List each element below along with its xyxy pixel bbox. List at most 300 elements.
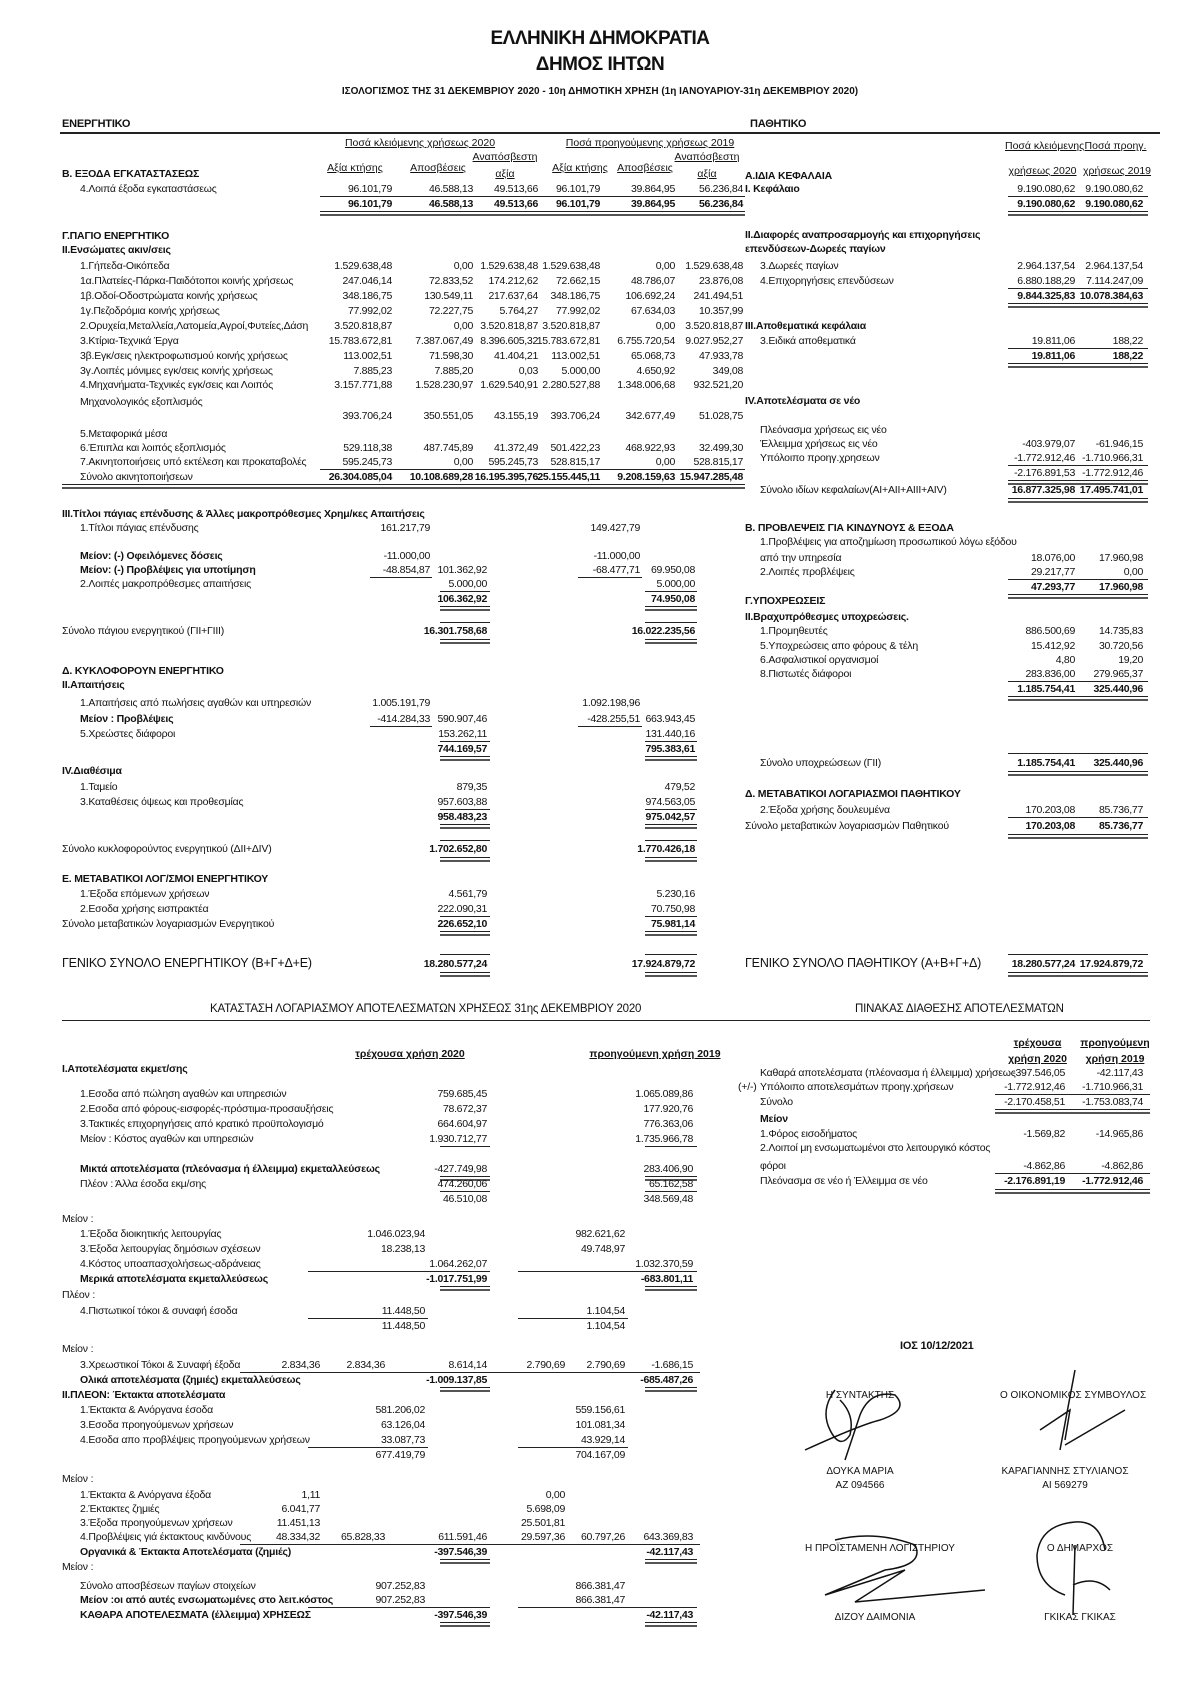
asset-value: 174.212,62 — [488, 275, 538, 287]
double-rule — [440, 606, 490, 611]
section-d-title: Δ. ΚΥΚΛΟΦΟΡΟΥΝ ΕΝΕΡΓΗΤΙΚΟ — [62, 665, 224, 677]
income-section-i-title: I.Αποτελέσματα εκμετ/σης — [62, 1063, 188, 1075]
liab-total: 325.440,96 — [1093, 757, 1143, 769]
asset-subtotal: 74.950,08 — [650, 593, 695, 605]
income-value: -685.487,26 — [640, 1374, 693, 1386]
asset-value: 0,00 — [655, 456, 675, 468]
asset-value: 49.513,66 — [493, 183, 538, 195]
income-value: 11.451,13 — [276, 1517, 320, 1529]
liab-row-label: 1.Προβλέψεις για αποζημίωση προσωπικού λόγω εξόδου — [760, 536, 1017, 548]
income-value: 581.206,02 — [375, 1404, 425, 1416]
liab-value: 0,00 — [1123, 566, 1143, 578]
income-value: -42.117,43 — [646, 1546, 693, 1558]
asset-value: 5.000,00 — [656, 578, 695, 590]
asset-value: 595.245,73 — [488, 456, 538, 468]
double-rule — [645, 1286, 697, 1291]
income-title: ΚΑΤΑΣΤΑΣΗ ΛΟΓΑΡΙΑΣΜΟΥ ΑΠΟΤΕΛΕΣΜΑΤΩΝ ΧΡΗΣΕΩΣ 31ης ΔΕΚΕΜΒΡΙΟΥ 2020 — [210, 1003, 642, 1015]
section-g-liabilities-title: Γ.ΥΠΟΧΡΕΩΣΕΙΣ — [745, 595, 826, 607]
dist-value: -1.772.912,46 — [1004, 1081, 1065, 1093]
section-g-title: Γ.ΠΑΓΙΟ ΕΝΕΡΓΗΤΙΚΟ — [62, 230, 170, 242]
income-row-label: 4.Πιστωτικοί τόκοι & συναφή έσοδα — [80, 1305, 238, 1317]
income-value: 2.790,69 — [586, 1359, 625, 1371]
asset-value: 342.677,49 — [625, 410, 675, 422]
income-value: 63.126,04 — [380, 1419, 425, 1431]
double-rule — [1008, 834, 1148, 839]
income-value: 8.614,14 — [448, 1359, 487, 1371]
liab-subtotal: 19.811,06 — [1031, 350, 1075, 362]
liab-total: 85.736,77 — [1098, 820, 1143, 832]
signature-accounting-role: Η ΠΡΟΪΣΤΑΜΕΝΗ ΛΟΓΙΣΤΗΡΙΟΥ — [805, 1543, 955, 1554]
asset-value: 0,03 — [518, 365, 538, 377]
liab-row-label: Υπόλοιπο προηγ.χρησεων — [760, 452, 880, 464]
asset-value: 0,00 — [453, 320, 473, 332]
asset-value: 3.520.818,87 — [685, 320, 743, 332]
rule — [518, 1607, 697, 1608]
dist-less-label: Μείον — [760, 1113, 788, 1125]
income-row-label: 1.Έκτακτα & Ανόργανα έξοδα — [80, 1489, 211, 1501]
rule — [645, 840, 697, 841]
section-b-provisions-title: Β. ΠΡΟΒΛΕΨΕΙΣ ΓΙΑ ΚΙΝΔΥΝΟΥΣ & ΕΞΟΔΑ — [745, 522, 954, 534]
col-depr-2019: Αποσβέσεις — [617, 162, 673, 174]
liab-col-2020-a: Ποσά κλειόμενης — [1005, 140, 1085, 152]
dist-col-2019-a: προηγούμενη — [1080, 1037, 1150, 1049]
signature-advisor-id: ΑΙ 569279 — [1042, 1480, 1088, 1491]
double-rule — [440, 639, 490, 644]
asset-value: 3.520.818,87 — [542, 320, 600, 332]
asset-value: 10.357,99 — [698, 305, 743, 317]
asset-value: 879,35 — [456, 781, 487, 793]
rule — [645, 916, 697, 917]
liab-value: 19,20 — [1118, 654, 1143, 666]
liab-total: 170.203,08 — [1025, 820, 1075, 832]
income-value: -397.546,39 — [434, 1546, 487, 1558]
asset-value: 1.348.006,68 — [617, 379, 675, 391]
liab-subtotal: 47.293,77 — [1030, 581, 1075, 593]
asset-total: 1.770.426,18 — [637, 843, 695, 855]
rule — [440, 591, 490, 592]
section-gii-shortterm-title: II.Βραχυπρόθεσμες υποχρεώσεις. — [745, 611, 909, 623]
income-value: 1.032.370,59 — [635, 1258, 693, 1270]
asset-value: 72.662,15 — [555, 275, 600, 287]
asset-value: 1.529.638,48 — [542, 260, 600, 272]
asset-row-label: 1.Γήπεδα-Οικόπεδα — [80, 260, 170, 272]
liab-total: 17.495.741,01 — [1079, 484, 1143, 496]
asset-total: 16.301.758,68 — [423, 625, 487, 637]
liab-row-label: 3.Δωρεές παγίων — [760, 260, 839, 272]
col-net-2019-b: αξία — [697, 168, 717, 180]
liab-value: 283.836,00 — [1025, 668, 1075, 680]
asset-value: 3.520.818,87 — [334, 320, 392, 332]
signature-mayor-role: Ο ΔΗΜΑΡΧΟΣ — [1046, 1543, 1114, 1554]
dist-value: -1.569,82 — [1023, 1128, 1065, 1140]
asset-value: 487.745,89 — [423, 442, 473, 454]
asset-value: 0,00 — [453, 260, 473, 272]
income-value: 1.046.023,94 — [367, 1228, 425, 1240]
liab-col-2019-b: χρήσεως 2019 — [1083, 165, 1152, 177]
rule — [995, 1094, 1150, 1095]
income-value: 33.087,73 — [380, 1434, 425, 1446]
income-value: 611.591,46 — [438, 1531, 487, 1543]
rule — [995, 1173, 1150, 1174]
section-a-equity-title: Α.ΙΔΙΑ ΚΕΦΑΛΑΙΑ — [745, 170, 832, 182]
section-d-transit-title: Δ. ΜΕΤΑΒΑΤΙΚΟΙ ΛΟΓΑΡΙΑΣΜΟΙ ΠΑΘΗΤΙΚΟΥ — [745, 788, 961, 800]
asset-row-label: 3.Καταθέσεις όψεως και προθεσμίας — [80, 796, 244, 808]
asset-value: -11.000,00 — [383, 550, 430, 562]
asset-row-label: 1.Ταμείο — [80, 781, 118, 793]
income-row-label: 2.Εσοδα από φόρους-εισφορές-πρόστιμα-προσαυξήσεις — [80, 1103, 334, 1115]
income-row-label: Μείον : Κόστος αγαθών και υπηρεσιών — [80, 1133, 254, 1145]
liab-value: -61.946,15 — [1095, 438, 1143, 450]
asset-value: 1.528.230,97 — [415, 379, 473, 391]
double-rule — [645, 1622, 697, 1627]
asset-total: 15.947.285,48 — [679, 471, 743, 483]
asset-value: 501.422,23 — [550, 442, 600, 454]
rule — [440, 840, 490, 841]
liab-value: 15.412,92 — [1030, 640, 1075, 652]
income-value: 643.369,83 — [643, 1531, 693, 1543]
income-col-2019: προηγούμενη χρήση 2019 — [589, 1048, 721, 1060]
asset-value: 5.000,00 — [561, 365, 600, 377]
asset-value: 43.155,19 — [493, 410, 538, 422]
rule — [518, 1447, 628, 1448]
asset-value: 7.885,23 — [353, 365, 392, 377]
income-value: 1.930.712,77 — [429, 1133, 487, 1145]
income-value: 2.790,69 — [526, 1359, 565, 1371]
asset-value: 5.764,27 — [499, 305, 538, 317]
dist-prefix: (+/-) — [738, 1081, 757, 1093]
rule — [740, 1020, 1150, 1021]
liab-row-label: I. Κεφάλαιο — [745, 183, 800, 195]
double-rule — [645, 972, 697, 977]
total-liabilities-label: Σύνολο υποχρεώσεων (ΓII) — [760, 757, 882, 769]
less-label: Μείον : — [62, 1561, 94, 1573]
signature-mayor-icon — [1025, 1510, 1135, 1620]
asset-value: 15.783.672,81 — [328, 335, 392, 347]
income-row-label: 2.Έκτακτες ζημιές — [80, 1503, 160, 1515]
income-value: 348.569,48 — [643, 1193, 693, 1205]
income-value: 907.252,83 — [375, 1594, 425, 1606]
double-rule — [320, 211, 745, 216]
double-rule — [995, 1109, 1150, 1114]
total-transit-liab-label: Σύνολο μεταβατικών λογαριασμών Παθητικού — [745, 820, 949, 832]
asset-value: 72.833,52 — [428, 275, 473, 287]
liab-subtotal: -2.176.891,53 — [1014, 467, 1075, 479]
liab-value: 2.964.137,54 — [1085, 260, 1143, 272]
asset-row-label: 2.Λοιπές μακροπρόθεσμες απαιτήσεις — [80, 578, 251, 590]
asset-total: 75.981,14 — [650, 918, 695, 930]
liab-value: 2.964.137,54 — [1017, 260, 1075, 272]
asset-value: 217.637,64 — [488, 290, 538, 302]
income-value: 11.448,50 — [381, 1305, 425, 1317]
rule — [645, 622, 697, 623]
asset-value: 4.650,92 — [636, 365, 675, 377]
asset-total: 16.022.235,56 — [631, 625, 695, 637]
asset-value: 39.864,95 — [630, 183, 675, 195]
assets-group-2019: Ποσά προηγούμενης χρήσεως 2019 — [565, 137, 735, 149]
rule — [440, 809, 490, 810]
asset-value: 67.634,03 — [630, 305, 675, 317]
income-value: 474.260,06 — [437, 1178, 487, 1190]
income-section-ii-title: II.ΠΛΕΟΝ: Έκτακτα αποτελέσματα — [62, 1389, 226, 1401]
asset-value: 5.230,16 — [656, 888, 695, 900]
liab-row-label: από την υπηρεσία — [760, 552, 842, 564]
asset-value: 56.236,84 — [698, 183, 743, 195]
income-value: 1.065.089,86 — [635, 1088, 693, 1100]
rule — [1008, 753, 1148, 754]
dist-col-2019-b: χρήση 2019 — [1085, 1053, 1145, 1065]
rule — [645, 809, 697, 810]
income-col-2020: τρέχουσα χρήση 2020 — [355, 1048, 465, 1060]
asset-value: 393.706,24 — [550, 410, 600, 422]
section-aiii-title: III.Αποθεματικά κεφάλαια — [745, 320, 866, 332]
asset-row-label: 3β.Εγκ/σεις ηλεκτροφωτισμού κοινής χρήσεως — [80, 350, 288, 362]
asset-row-label: 5.Χρεώστες διάφοροι — [80, 728, 176, 740]
section-aiv-title: IV.Αποτελέσματα σε νέο — [745, 395, 861, 407]
dist-row-label: Πλεόνασμα σε νέο ή Έλλειμμα σε νέο — [760, 1175, 928, 1187]
rule — [440, 622, 490, 623]
asset-value: 348.186,75 — [342, 290, 392, 302]
total-fixed-label: Σύνολο ακινητοποιήσεων — [80, 471, 193, 483]
income-row-label: 3.Χρεωστικοί Τόκοι & Συναφή έξοδα — [80, 1359, 241, 1371]
other-income-label: Πλέον : Άλλα έσοδα εκμ/σης — [80, 1178, 207, 1190]
col-net-2019-a: Αναπόσβεστη — [674, 151, 740, 163]
income-value: 49.748,97 — [580, 1243, 625, 1255]
asset-value: 47.933,78 — [698, 350, 743, 362]
asset-value: 77.992,02 — [347, 305, 392, 317]
grand-total-liab-label: ΓΕΝΙΚΟ ΣΥΝΟΛΟ ΠΑΘΗΤΙΚΟΥ (Α+Β+Γ+Δ) — [745, 956, 982, 970]
signature-author-id: ΑΖ 094566 — [835, 1480, 885, 1491]
total-fixed-assets-label: Σύνολο πάγιου ενεργητικού (ΓΙΙ+ΓΙΙΙ) — [62, 625, 225, 637]
rule — [240, 1544, 700, 1545]
asset-row-label: 5.Μεταφορικά μέσα — [80, 428, 168, 440]
double-rule — [995, 1189, 1150, 1194]
liab-value: 6.880.188,29 — [1017, 275, 1075, 287]
dist-value: -42.117,43 — [1096, 1067, 1143, 1079]
asset-row-label: 7.Ακινητοποιήσεις υπό εκτέλεση και προκαταβολές — [80, 456, 307, 468]
rule — [1008, 681, 1148, 682]
section-b-title: Β. ΕΞΟΔΑ ΕΓΚΑΤΑΣΤΑΣΕΩΣ — [62, 168, 200, 180]
double-rule — [1008, 303, 1148, 308]
section-div-title: IV.Διαθέσιμα — [62, 765, 122, 777]
grand-total-assets-2019: 17.924.879,72 — [631, 958, 695, 970]
dist-row-label: φόροι — [760, 1160, 786, 1172]
signature-author-role: Η ΣΥΝΤΑΚΤΗΣ — [825, 1390, 895, 1401]
income-value: 1,11 — [301, 1489, 320, 1501]
asset-total: 25.155.445,11 — [537, 471, 600, 483]
income-row-label: 1.Έκτακτα & Ανόργανα έσοδα — [80, 1404, 214, 1416]
income-value: -683.801,11 — [640, 1273, 693, 1285]
liab-total: 1.185.754,41 — [1017, 757, 1075, 769]
liab-row-label: Πλεόνασμα χρήσεως εις νέο — [760, 424, 887, 436]
asset-value: 528.815,17 — [693, 456, 743, 468]
asset-value: 65.068,73 — [630, 350, 675, 362]
rule — [645, 954, 697, 955]
liab-subtotal: 17.960,98 — [1098, 581, 1143, 593]
double-rule — [440, 1622, 490, 1627]
col-net-2020-b: αξία — [495, 168, 515, 180]
asset-row-label: 1γ.Πεζοδρόμια κοινής χρήσεως — [80, 305, 220, 317]
asset-value: 41.404,21 — [493, 350, 538, 362]
income-value: 982.621,62 — [575, 1228, 625, 1240]
asset-value: 1.529.638,48 — [334, 260, 392, 272]
asset-row-label: 3.Κτίρια-Τεχνικά Έργα — [80, 335, 179, 347]
less-label: Μείον : — [62, 1343, 94, 1355]
rule — [578, 726, 642, 727]
income-value: 29.597,36 — [520, 1531, 565, 1543]
asset-subtotal: 96.101,79 — [347, 198, 392, 210]
net-result-label: ΚΑΘΑΡΑ ΑΠΟΤΕΛΕΣΜΑΤΑ (έλλειμμα) ΧΡΗΣΕΩΣ — [80, 1609, 311, 1621]
liab-value: 14.735,83 — [1098, 625, 1143, 637]
income-value: 177.920,76 — [643, 1103, 693, 1115]
signature-author-name: ΔΟΥΚΑ ΜΑΡΙΑ — [826, 1466, 894, 1477]
income-value: -1.009.137,85 — [426, 1374, 487, 1386]
plus-label: Πλέον : — [62, 1289, 96, 1301]
income-value: 18.238,13 — [380, 1243, 425, 1255]
grand-total-assets-2020: 18.280.577,24 — [423, 958, 487, 970]
liab-value: 18.076,00 — [1030, 552, 1075, 564]
asset-subtotal: 46.588,13 — [428, 198, 473, 210]
section-aii-title-2: επενδύσεων-Δωρεές παγίων — [745, 243, 886, 255]
liab-value: 30.720,56 — [1098, 640, 1143, 652]
asset-value: -48.854,87 — [382, 564, 430, 576]
liab-subtotal: 10.078.384,63 — [1079, 290, 1143, 302]
asset-total: 16.195.395,76 — [474, 471, 538, 483]
liab-row-label: 2.Λοιπές προβλέψεις — [760, 566, 855, 578]
asset-value: 1.629.540,91 — [480, 379, 538, 391]
liab-subtotal: 9.190.080,62 — [1085, 198, 1143, 210]
income-value: 677.419,79 — [375, 1449, 425, 1461]
asset-row-label: 6.Έπιπλα και λοιπός εξοπλισμός — [80, 442, 226, 454]
less-label: Μείον : — [62, 1213, 94, 1225]
income-value: 6.041,77 — [281, 1503, 320, 1515]
asset-value: 113.002,51 — [551, 350, 600, 362]
double-rule — [645, 1559, 697, 1564]
asset-value: 23.876,08 — [698, 275, 743, 287]
asset-row-label: 2.Εσοδα χρήσης εισπρακτέα — [80, 903, 209, 915]
rule — [240, 1372, 700, 1373]
less-label: Μείον : — [62, 1473, 94, 1485]
asset-value: 48.786,07 — [630, 275, 675, 287]
asset-row-label: Μείον: (-) Οφειλόμενες δόσεις — [80, 550, 223, 562]
double-rule — [1008, 972, 1148, 977]
liab-subtotal: 1.185.754,41 — [1017, 683, 1075, 695]
asset-value: 528.815,17 — [550, 456, 600, 468]
income-value: 866.381,47 — [575, 1594, 625, 1606]
asset-value: 153.262,11 — [438, 728, 487, 740]
signature-advisor-name: ΚΑΡΑΓΙΑΝΝΗΣ ΣΤΥΛΙΑΝΟΣ — [1001, 1466, 1129, 1477]
liab-subtotal: 188,22 — [1112, 350, 1143, 362]
asset-value: 247.046,14 — [342, 275, 392, 287]
header-balance-title: ΙΣΟΛΟΓΙΣΜΟΣ ΤΗΣ 31 ΔΕΚΕΜΒΡΙΟΥ 2020 - 10η ΔΗΜΟΤΙΚΗ ΧΡΗΣΗ (1η ΙΑΝΟΥΑΡΙΟΥ-31η ΔΕΚΕΜΒΡΙΟΥ 2020) — [341, 86, 859, 97]
rule — [645, 1191, 697, 1192]
asset-value: 957.603,88 — [437, 796, 487, 808]
liab-row-label: 6.Ασφαλιστικοί οργανισμοί — [760, 654, 879, 666]
double-rule — [645, 857, 697, 862]
rule — [308, 1607, 490, 1608]
liab-row-label: Έλλειμμα χρήσεως εις νέο — [760, 438, 878, 450]
double-rule — [440, 931, 490, 936]
liab-row-label: 1.Προμηθευτές — [760, 625, 828, 637]
dist-row-label: 2.Λοιποί μη ενσωματωμένοι στο λειτουργικό κόστος — [760, 1142, 991, 1154]
asset-subtotal: 39.864,95 — [630, 198, 675, 210]
asset-value: 70.750,98 — [650, 903, 695, 915]
income-value: 2.834,36 — [281, 1359, 320, 1371]
liab-row-label: 8.Πιστωτές διάφοροι — [760, 668, 852, 680]
rule — [1008, 196, 1148, 197]
double-rule — [1008, 211, 1148, 216]
income-value: 283.406,90 — [643, 1163, 693, 1175]
asset-value: 130.549,11 — [424, 290, 473, 302]
dist-value: -2.170.458,51 — [1004, 1096, 1065, 1108]
income-value: 60.797,26 — [580, 1531, 625, 1543]
income-value: 559.156,61 — [575, 1404, 625, 1416]
asset-value: 69.950,08 — [650, 564, 695, 576]
asset-value: 71.598,30 — [428, 350, 473, 362]
rule — [518, 1318, 628, 1319]
asset-value: 241.494,51 — [693, 290, 743, 302]
asset-value: 595.245,73 — [342, 456, 392, 468]
income-value: 48.334,32 — [275, 1531, 320, 1543]
asset-value: 0,00 — [453, 456, 473, 468]
liab-value: 19.811,06 — [1031, 335, 1075, 347]
double-rule — [440, 1559, 490, 1564]
total-current-assets-label: Σύνολο κυκλοφορούντος ενεργητικού (ΔII+ΔIV) — [62, 843, 272, 855]
asset-total: 26.304.085,04 — [328, 471, 392, 483]
double-rule — [645, 931, 697, 936]
dist-value: -4.862,86 — [1101, 1160, 1143, 1172]
double-rule — [62, 484, 745, 489]
rule — [645, 591, 697, 592]
signature-accounting-name: ΔΙΖΟΥ ΔΑΙΜΟΝΙΑ — [834, 1612, 916, 1623]
asset-value: 350.551,05 — [423, 410, 473, 422]
asset-row-label: Μείον: (-) Προβλέψεις για υποτίμηση — [80, 564, 256, 576]
income-row-label: 4.Προβλέψεις γιά έκτακτους κινδύνους — [80, 1531, 252, 1543]
rule — [1008, 954, 1148, 955]
income-value: 0,00 — [545, 1489, 565, 1501]
asset-row-label: 4.Λοιπά έξοδα εγκαταστάσεως — [80, 183, 217, 195]
rule — [320, 196, 745, 197]
liab-value: 29.217,77 — [1030, 566, 1075, 578]
asset-value: 479,52 — [664, 781, 695, 793]
signature-advisor-icon — [1030, 1365, 1130, 1465]
rule — [1008, 465, 1148, 466]
asset-row-label: Μηχανολογικός εξοπλισμός — [80, 396, 203, 408]
asset-value: 4.561,79 — [448, 888, 487, 900]
asset-value: 2.280.527,88 — [542, 379, 600, 391]
rule — [320, 469, 745, 470]
asset-subtotal: 958.483,23 — [437, 811, 487, 823]
income-value: 46.510,08 — [442, 1193, 487, 1205]
income-row-label: 3.Τακτικές επιχορηγήσεις από κρατικό προϋπολογισμό — [80, 1118, 324, 1130]
header-republic: ΕΛΛΗΝΙΚΗ ΔΗΜΟΚΡΑΤΙΑ — [490, 28, 710, 49]
asset-value: 6.755.720,54 — [617, 335, 675, 347]
asset-value: 41.372,49 — [493, 442, 538, 454]
asset-value: 5.000,00 — [448, 578, 487, 590]
income-value: 65.828,33 — [340, 1531, 385, 1543]
liabilities-title: ΠΑΘΗΤΙΚΟ — [750, 118, 807, 130]
section-gii-title: II.Ενσώματες ακιν/σεις — [62, 244, 171, 256]
rule — [308, 1271, 490, 1272]
dist-value: -1.753.083,74 — [1082, 1096, 1143, 1108]
asset-row-label: 1.Απαιτήσεις από πωλήσεις αγαθών και υπηρεσιών — [80, 697, 312, 709]
asset-value: 3.157.771,88 — [334, 379, 392, 391]
rule — [1008, 288, 1148, 289]
header-municipality: ΔΗΜΟΣ ΙΗΤΩΝ — [535, 54, 665, 75]
dist-value: -14.965,86 — [1095, 1128, 1143, 1140]
rule — [440, 954, 490, 955]
asset-row-label: 4.Μηχανήματα-Τεχνικές εγκ/σεις και Λοιπός — [80, 379, 273, 391]
signature-accounting-icon — [815, 1530, 995, 1610]
